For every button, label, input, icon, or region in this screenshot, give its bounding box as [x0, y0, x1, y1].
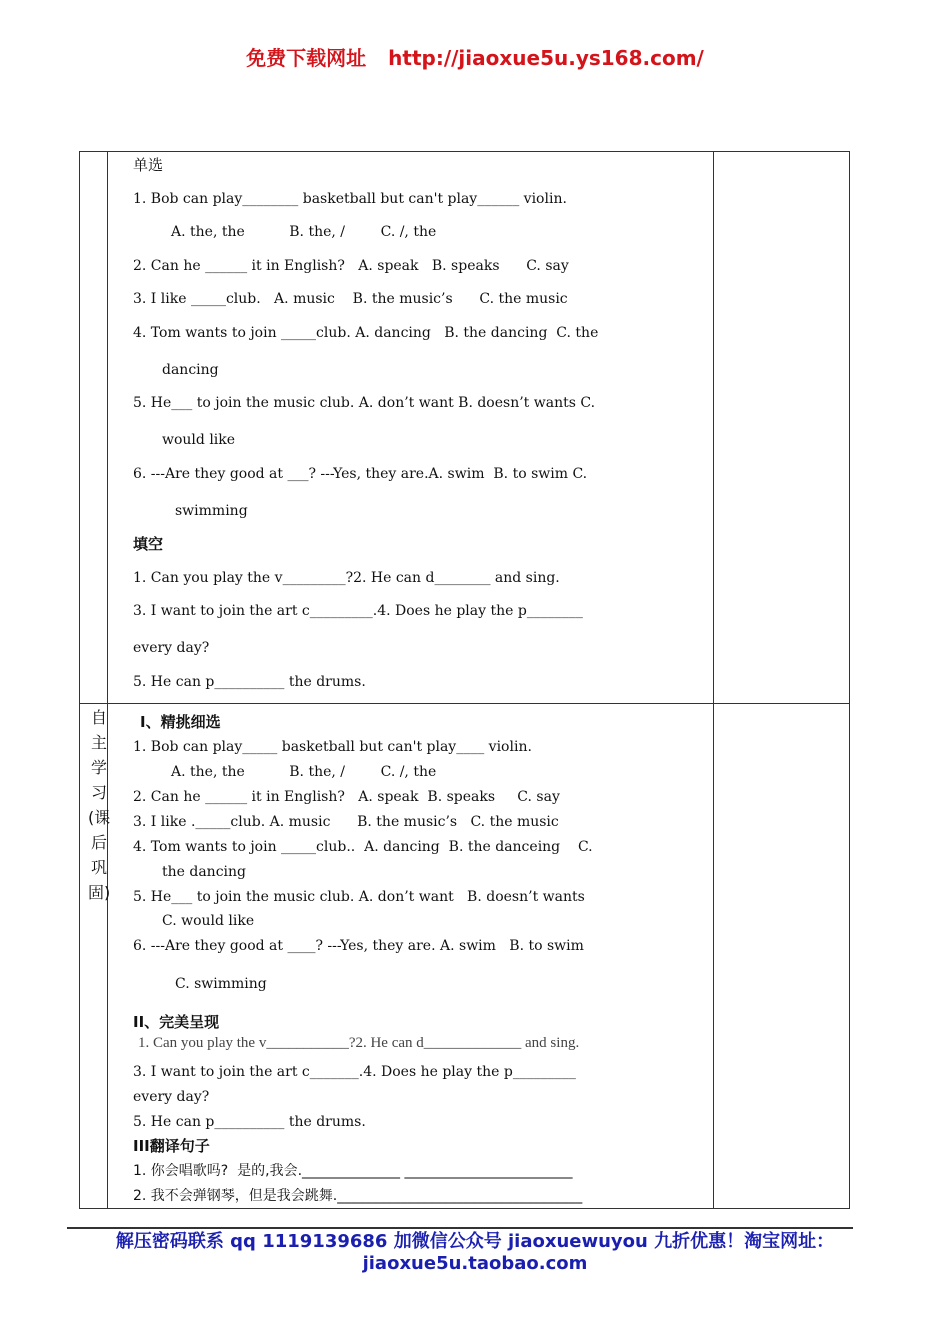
- section-title-selection: I、精挑细选: [140, 713, 221, 731]
- top-fill-5: 5. He can p__________ the drums.: [133, 674, 366, 690]
- top-fill-3: 3. I want to join the art c_________.4. Does he play the p________: [133, 603, 583, 619]
- top-question-3: 3. I like _____club. A. music B. the music’s C. the music: [133, 291, 568, 307]
- footer-line-1: 解压密码联系 qq 1119139686 加微信公众号 jiaoxuewuyou 九折优惠！淘宝网址：: [115, 1231, 835, 1252]
- header-url[interactable]: http://jiaoxue5u.ys168.com/: [388, 46, 704, 70]
- top-question-6-continued: swimming: [175, 503, 248, 519]
- section-title-single-choice: 单选: [133, 156, 164, 174]
- bottom-question-2: 2. Can he ______ it in English? A. speak B. speaks C. say: [133, 789, 560, 805]
- side-label-char: 习: [90, 783, 107, 802]
- page-header: [0, 42, 950, 71]
- section-title-translation: III翻译句子: [133, 1137, 210, 1155]
- top-question-4: 4. Tom wants to join _____club. A. dancing B. the dancing C. the: [133, 325, 599, 341]
- top-question-5: 5. He___ to join the music club. A. don’t want B. doesn’t wants C.: [133, 395, 596, 411]
- side-label-char: 自: [90, 708, 107, 727]
- top-question-4-continued: dancing: [162, 362, 219, 378]
- row-divider: [80, 703, 849, 704]
- bottom-fill-3: 3. I want to join the art c_______.4. Does he play the p_________: [133, 1064, 576, 1080]
- top-fill-1: 1. Can you play the v_________?2. He can d________ and sing.: [133, 570, 560, 586]
- bottom-question-3: 3. I like ._____club. A. music B. the music’s C. the music: [133, 814, 559, 830]
- column-divider-1: [107, 152, 108, 1208]
- side-label-self-study: [88, 705, 110, 905]
- bottom-question-6: 6. ---Are they good at ____? ---Yes, they are. A. swim B. to swim: [133, 938, 584, 954]
- side-label-char: 固): [88, 883, 111, 902]
- top-fill-3-continued: every day?: [133, 640, 210, 656]
- bottom-question-5: 5. He___ to join the music club. A. don’t want B. doesn’t wants: [133, 889, 585, 905]
- top-question-5-continued: would like: [162, 432, 236, 448]
- footer-divider: [67, 1227, 853, 1229]
- top-question-1: 1. Bob can play________ basketball but can't play______ violin.: [133, 191, 567, 207]
- bottom-question-1: 1. Bob can play_____ basketball but can't play____ violin.: [133, 739, 532, 755]
- side-label-char: 巩: [90, 858, 107, 877]
- bottom-question-5-continued: C. would like: [162, 913, 255, 929]
- side-label-char: (课: [88, 808, 111, 827]
- top-question-6: 6. ---Are they good at ___? ---Yes, they are.A. swim B. to swim C.: [133, 466, 588, 482]
- section-title-completion: II、完美呈现: [133, 1013, 220, 1031]
- side-label-char: 学: [90, 758, 107, 777]
- bottom-question-4: 4. Tom wants to join _____club.. A. dancing B. the danceing C.: [133, 839, 593, 855]
- bottom-fill-1: 1. Can you play the v___________?2. He can d_____________ and sing.: [138, 1035, 580, 1051]
- bottom-question-1-options: A. the, the B. the, / C. /, the: [171, 764, 437, 780]
- column-divider-2: [713, 152, 714, 1208]
- top-question-1-options: A. the, the B. the, / C. /, the: [171, 224, 437, 240]
- header-label: 免费下载网址: [246, 46, 367, 70]
- bottom-question-4-continued: the dancing: [162, 864, 246, 880]
- footer-taobao-link[interactable]: jiaoxue5u.taobao.com: [362, 1253, 588, 1274]
- section-title-fill-blank: 填空: [133, 535, 164, 553]
- translation-1: 1. 你会唱歌吗? 是的,我会.______________ ________________________: [133, 1163, 573, 1179]
- page-footer: [0, 1231, 950, 1275]
- side-label-char: 主: [90, 733, 107, 752]
- translation-2: 2. 我不会弹钢琴，但是我会跳舞.___________________________________: [133, 1188, 583, 1204]
- side-label-char: 后: [90, 833, 107, 852]
- top-question-2: 2. Can he ______ it in English? A. speak B. speaks C. say: [133, 258, 569, 274]
- bottom-question-6-continued: C. swimming: [175, 976, 267, 992]
- bottom-fill-5: 5. He can p__________ the drums.: [133, 1114, 366, 1130]
- bottom-fill-3-continued: every day?: [133, 1089, 210, 1105]
